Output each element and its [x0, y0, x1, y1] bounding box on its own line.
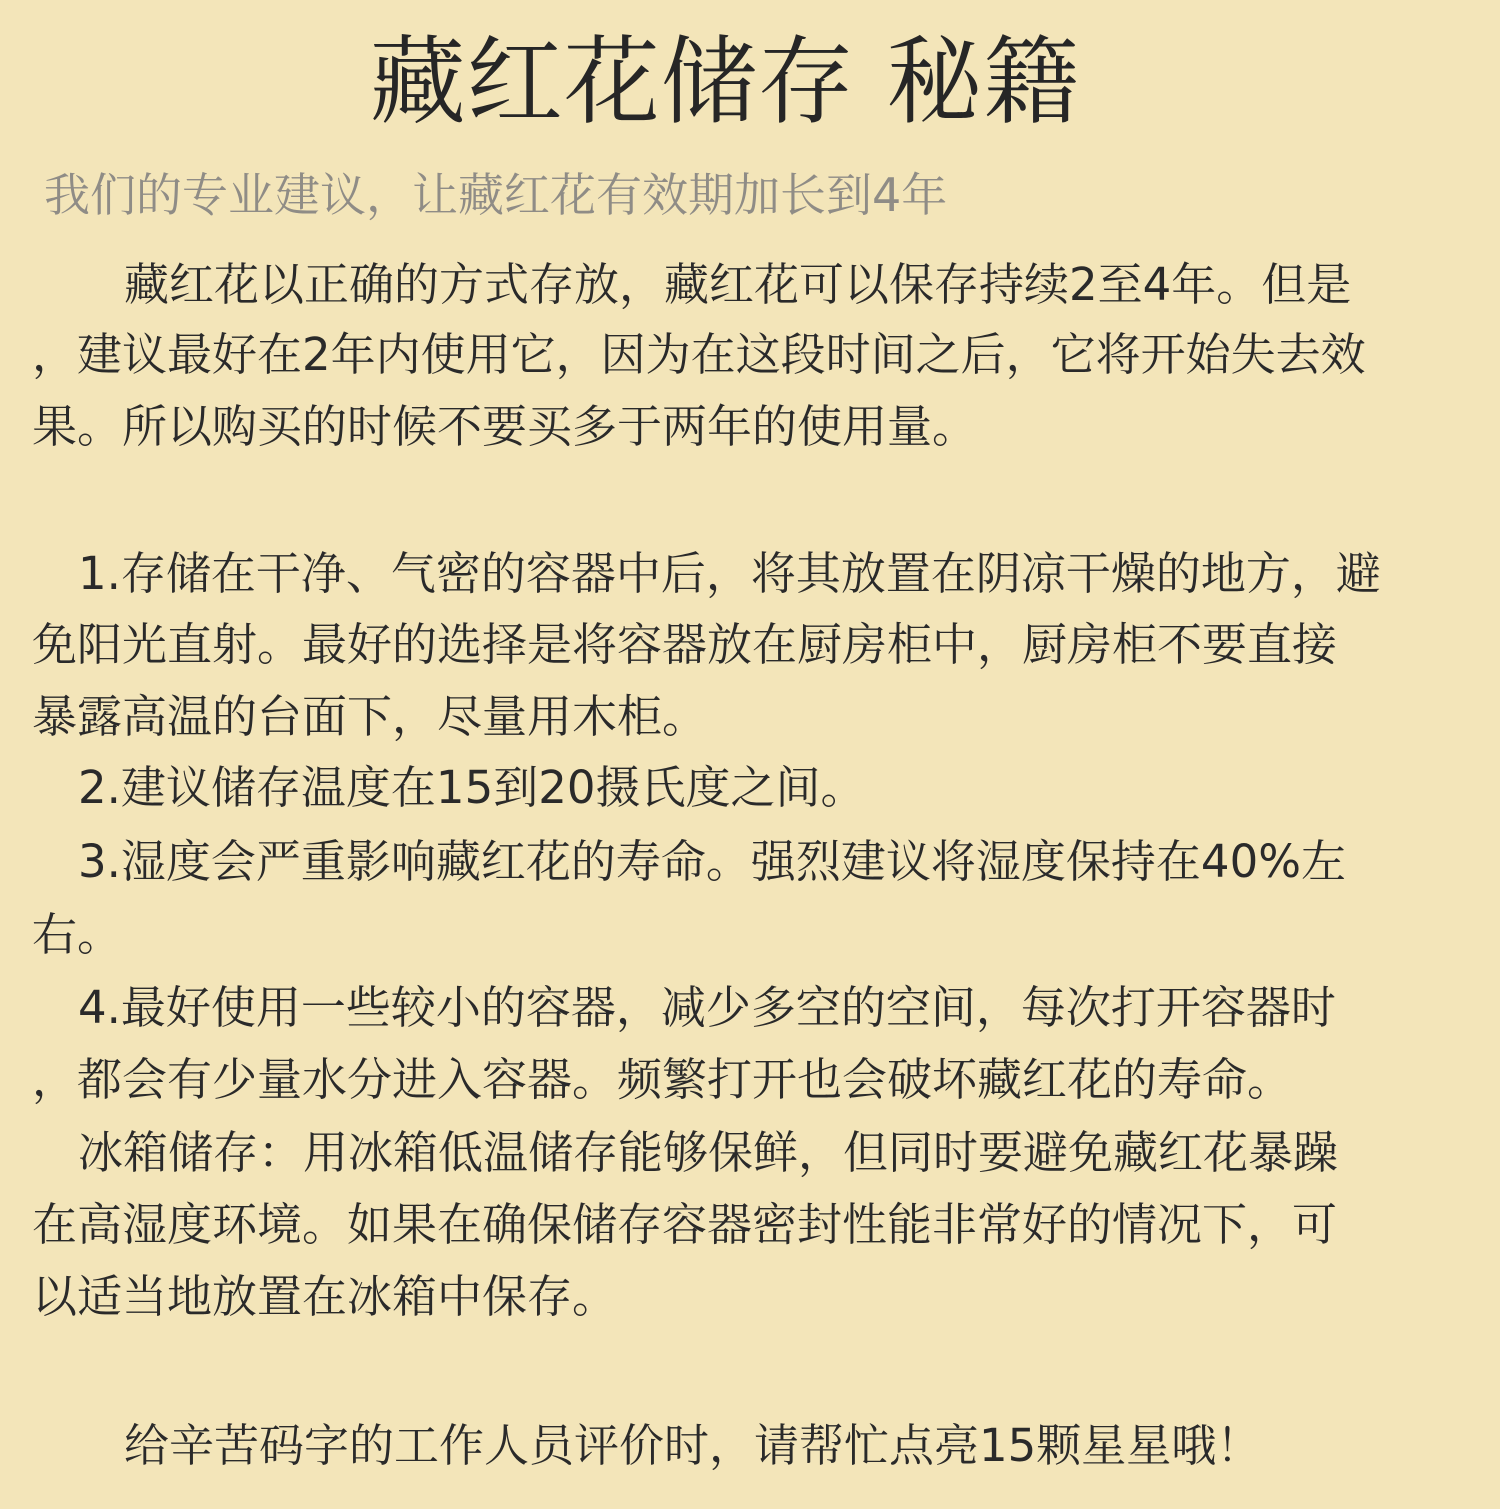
- closing-note: 给辛苦码字的工作人员评价时，请帮忙点亮15颗星星哦！: [124, 1419, 1262, 1472]
- tip-4-line-1: 4.最好使用一些较小的容器，减少多空的空间，每次打开容器时: [78, 981, 1336, 1034]
- page-subtitle: 我们的专业建议，让藏红花有效期加长到4年: [44, 168, 948, 222]
- intro-line-3: 果。所以购买的时候不要买多于两年的使用量。: [32, 400, 978, 453]
- intro-line-2: ，建议最好在2年内使用它，因为在这段时间之后，它将开始失去效: [32, 328, 1366, 381]
- tip-1-line-1: 1.存储在干净、气密的容器中后，将其放置在阴凉干燥的地方，避: [78, 547, 1381, 600]
- tip-1-line-2: 免阳光直射。最好的选择是将容器放在厨房柜中，厨房柜不要直接: [32, 618, 1338, 671]
- tip-2-line-1: 2.建议储存温度在15到20摄氏度之间。: [78, 761, 866, 814]
- fridge-line-1: 冰箱储存：用冰箱低温储存能够保鲜，但同时要避免藏红花暴躁: [78, 1126, 1339, 1179]
- tip-1-line-3: 暴露高温的台面下，尽量用木柜。: [32, 690, 708, 743]
- tip-3-line-1: 3.湿度会严重影响藏红花的寿命。强烈建议将湿度保持在40%左: [78, 835, 1346, 888]
- tip-3-line-2: 右。: [32, 908, 123, 961]
- intro-line-1: 藏红花以正确的方式存放，藏红花可以保存持续2至4年。但是: [124, 258, 1352, 311]
- page-title: 藏红花储存 秘籍: [369, 26, 1081, 138]
- fridge-line-2: 在高湿度环境。如果在确保储存容器密封性能非常好的情况下，可: [32, 1198, 1338, 1251]
- fridge-line-3: 以适当地放置在冰箱中保存。: [32, 1270, 618, 1323]
- tip-4-line-2: ，都会有少量水分进入容器。频繁打开也会破坏藏红花的寿命。: [32, 1053, 1293, 1106]
